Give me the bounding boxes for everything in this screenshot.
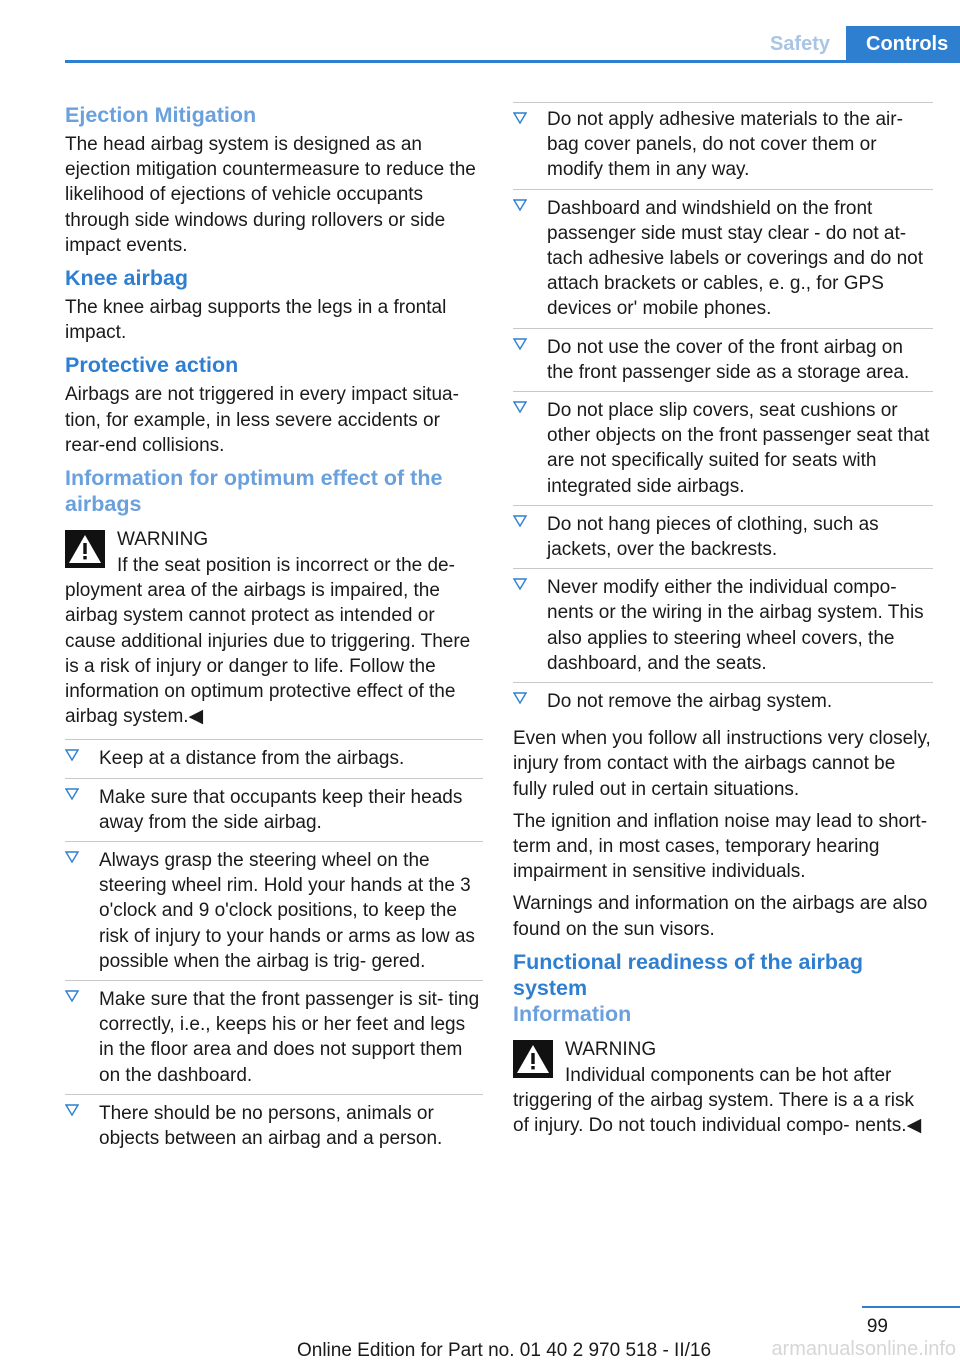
right-list (513, 102, 933, 720)
list-item: Do not use the cover of the front airbag on the front passenger side as a storage area. (513, 328, 933, 391)
triangle-bullet-icon (513, 514, 527, 528)
list-item: Do not place slip covers, seat cushions or other objects on the front passenger seat that are not specifically suited for seats with integrated side airbags. (513, 391, 933, 505)
protective-text: Airbags are not triggered in every impact situa‐ tion, for example, in less severe accidents or rear-end collisions. (65, 384, 459, 456)
warning-title: WARNING (565, 1038, 657, 1060)
right-column (513, 102, 933, 1147)
list-item: There should be no persons, animals or objects between an airbag and a person. (65, 1094, 483, 1157)
list-item: Keep at a distance from the airbags. (65, 739, 483, 777)
paragraph-contact-injury: Even when you follow all instructions very closely, injury from contact with the airbags cannot be fully ruled out in certain situations. (513, 728, 931, 800)
warning-text: If the seat position is incorrect or the de‐ ployment area of the airbags is impaired, the airbag system cannot protect as intended or cause additional injuries due to triggering. There is a risk of injury or danger to life. Follow the information on optimum protective effect of the airbag system.◀ (65, 555, 471, 728)
warning-block (65, 527, 483, 729)
page-number: 99 (866, 1316, 888, 1337)
triangle-bullet-icon (513, 111, 527, 125)
paragraph-sun-visors: Warnings and information on the airbags are also found on the sun visors. (513, 893, 928, 940)
triangle-bullet-icon (513, 198, 527, 212)
page-number-rule (862, 1306, 960, 1308)
watermark: armanualsonline.info (771, 1338, 956, 1360)
tab-controls[interactable]: Controls (846, 26, 960, 62)
knee-text: The knee airbag supports the legs in a frontal impact. (65, 297, 447, 344)
header-rule (65, 60, 960, 63)
heading-optimum-effect: Information for optimum effect of the airbags (65, 466, 443, 517)
warning-title: WARNING (117, 529, 209, 551)
warning-triangle-icon (513, 1040, 553, 1078)
list-item: Make sure that the front passenger is sit‐ ting correctly, i.e., keeps his or her feet and legs in the floor area and does not support them on the dashboard. (65, 980, 483, 1094)
list-item: Do not remove the airbag system. (513, 682, 933, 720)
tab-safety[interactable]: Safety (769, 33, 830, 55)
edition-footer: Online Edition for Part no. 01 40 2 970 518 - II/16 (296, 1340, 712, 1361)
list-item: Do not hang pieces of clothing, such as jackets, over the backrests. (513, 505, 933, 568)
list-item: Do not apply adhesive materials to the air‐ bag cover panels, do not cover them or modify them in any way. (513, 102, 933, 189)
triangle-bullet-icon (513, 577, 527, 591)
triangle-bullet-icon (65, 748, 79, 762)
triangle-bullet-icon (65, 989, 79, 1003)
heading-information: Information (513, 1001, 632, 1026)
triangle-bullet-icon (65, 850, 79, 864)
list-item: Never modify either the individual compo‐ nents or the wiring in the airbag system. This also applies to steering wheel covers, the dashboard, and the seats. (513, 568, 933, 682)
triangle-bullet-icon (65, 787, 79, 801)
paragraph-noise: The ignition and inflation noise may lead to short-term and, in most cases, temporary hearing impairment in sensitive individuals. (513, 810, 928, 883)
heading-knee-airbag: Knee airbag (65, 266, 189, 291)
triangle-bullet-icon (513, 400, 527, 414)
heading-functional-readiness: Functional readiness of the airbag system (513, 949, 864, 1000)
heading-protective-action: Protective action (65, 353, 239, 378)
left-list (65, 739, 483, 1157)
ejection-text: The head airbag system is designed as an ejection mitigation countermeasure to reduce the likelihood of ejections of vehicle occupants through side windows during rollovers or side impact events. (65, 134, 476, 256)
triangle-bullet-icon (513, 691, 527, 705)
list-item: Dashboard and windshield on the front passenger side must stay clear - do not at‐ tach adhesive labels or coverings and do not attach brackets or cables, e. g., for GPS devices or' mobile phones. (513, 189, 933, 328)
warning-triangle-icon (65, 530, 105, 568)
header-tabs (754, 26, 960, 62)
triangle-bullet-icon (513, 337, 527, 351)
list-item: Make sure that occupants keep their heads away from the side airbag. (65, 778, 483, 841)
warning-block (513, 1037, 933, 1139)
left-column (65, 102, 483, 1163)
warning-text: Individual components can be hot after triggering of the airbag system. There is a a risk of injury. Do not touch individual compo‐ nents.◀ (513, 1064, 922, 1137)
list-item: Always grasp the steering wheel on the steering wheel rim. Hold your hands at the 3 o'clock and 9 o'clock positions, to keep the risk of injury to your hands or arms as low as possible when the airbag is trig‐ gered. (65, 841, 483, 980)
triangle-bullet-icon (65, 1103, 79, 1117)
heading-ejection-mitigation: Ejection Mitigation (65, 103, 257, 127)
